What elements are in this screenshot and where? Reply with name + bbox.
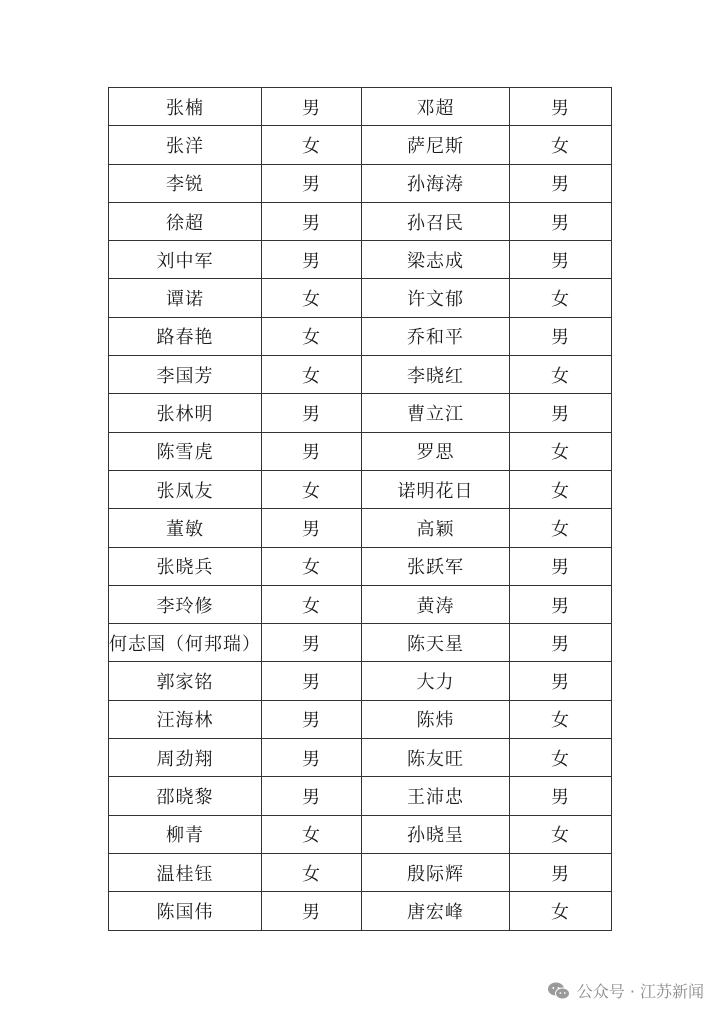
gender-cell: 女 [510, 509, 612, 547]
name-cell: 张林明 [109, 394, 262, 432]
table-row [109, 547, 612, 585]
name-cell: 曹立江 [362, 394, 510, 432]
gender-cell: 女 [510, 356, 612, 394]
table-row [109, 241, 612, 279]
gender-cell: 女 [262, 547, 362, 585]
name-cell: 董敏 [109, 509, 262, 547]
gender-cell: 女 [510, 815, 612, 853]
name-cell: 李玲修 [109, 585, 262, 623]
name-cell: 郭家铭 [109, 662, 262, 700]
name-cell: 温桂钰 [109, 853, 262, 891]
name-cell: 刘中军 [109, 241, 262, 279]
name-cell: 张晓兵 [109, 547, 262, 585]
name-cell: 谭诺 [109, 279, 262, 317]
gender-cell: 男 [262, 164, 362, 202]
name-cell: 大力 [362, 662, 510, 700]
gender-cell: 女 [262, 126, 362, 164]
wechat-icon [547, 981, 571, 1001]
gender-cell: 男 [262, 394, 362, 432]
gender-cell: 女 [262, 815, 362, 853]
gender-cell: 女 [510, 279, 612, 317]
name-cell: 徐超 [109, 202, 262, 240]
gender-cell: 女 [510, 432, 612, 470]
gender-cell: 男 [262, 700, 362, 738]
name-cell: 唐宏峰 [362, 892, 510, 930]
table-row [109, 585, 612, 623]
gender-cell: 男 [510, 547, 612, 585]
gender-cell: 男 [262, 88, 362, 126]
gender-cell: 男 [262, 739, 362, 777]
gender-cell: 男 [262, 202, 362, 240]
name-cell: 邓超 [362, 88, 510, 126]
gender-cell: 男 [510, 853, 612, 891]
gender-cell: 女 [262, 853, 362, 891]
gender-cell: 男 [510, 394, 612, 432]
table-row [109, 624, 612, 662]
table-row [109, 815, 612, 853]
gender-cell: 男 [262, 777, 362, 815]
name-cell: 孙海涛 [362, 164, 510, 202]
gender-cell: 男 [510, 585, 612, 623]
name-cell: 陈雪虎 [109, 432, 262, 470]
name-cell: 张楠 [109, 88, 262, 126]
table-row [109, 777, 612, 815]
gender-cell: 男 [510, 202, 612, 240]
name-cell: 邵晓黎 [109, 777, 262, 815]
name-cell: 张洋 [109, 126, 262, 164]
gender-cell: 女 [510, 470, 612, 508]
name-cell: 柳青 [109, 815, 262, 853]
gender-cell: 女 [262, 317, 362, 355]
watermark-text: 公众号 · 江苏新闻 [576, 982, 704, 1001]
name-cell: 高颖 [362, 509, 510, 547]
table-row [109, 202, 612, 240]
gender-cell: 男 [510, 777, 612, 815]
table-row [109, 432, 612, 470]
name-cell: 何志国（何邦瑞） [109, 624, 262, 662]
gender-cell: 男 [510, 624, 612, 662]
gender-cell: 男 [510, 662, 612, 700]
gender-cell: 男 [510, 164, 612, 202]
table-row [109, 509, 612, 547]
name-cell: 孙召民 [362, 202, 510, 240]
table-row [109, 470, 612, 508]
roster-table [108, 87, 612, 931]
name-cell: 黄涛 [362, 585, 510, 623]
gender-cell: 男 [262, 624, 362, 662]
name-cell: 殷际辉 [362, 853, 510, 891]
gender-cell: 女 [510, 700, 612, 738]
gender-cell: 男 [510, 88, 612, 126]
name-cell: 孙晓呈 [362, 815, 510, 853]
name-cell: 诺明花日 [362, 470, 510, 508]
name-cell: 李国芳 [109, 356, 262, 394]
table-row [109, 700, 612, 738]
name-cell: 乔和平 [362, 317, 510, 355]
name-cell: 李晓红 [362, 356, 510, 394]
name-cell: 萨尼斯 [362, 126, 510, 164]
gender-cell: 女 [262, 356, 362, 394]
table-row [109, 164, 612, 202]
gender-cell: 男 [510, 317, 612, 355]
name-cell: 许文郁 [362, 279, 510, 317]
roster-sheet [108, 87, 611, 931]
gender-cell: 男 [510, 241, 612, 279]
roster-table-body [109, 88, 612, 931]
name-cell: 罗思 [362, 432, 510, 470]
name-cell: 张凤友 [109, 470, 262, 508]
table-row [109, 317, 612, 355]
name-cell: 李锐 [109, 164, 262, 202]
name-cell: 张跃军 [362, 547, 510, 585]
table-row [109, 892, 612, 930]
gender-cell: 女 [262, 585, 362, 623]
name-cell: 陈天星 [362, 624, 510, 662]
table-row [109, 356, 612, 394]
table-row [109, 394, 612, 432]
table-row [109, 88, 612, 126]
gender-cell: 女 [262, 470, 362, 508]
name-cell: 王沛忠 [362, 777, 510, 815]
gender-cell: 男 [262, 662, 362, 700]
gender-cell: 男 [262, 241, 362, 279]
table-row [109, 739, 612, 777]
gender-cell: 女 [262, 279, 362, 317]
gender-cell: 男 [262, 432, 362, 470]
name-cell: 汪海林 [109, 700, 262, 738]
name-cell: 陈国伟 [109, 892, 262, 930]
table-row [109, 126, 612, 164]
name-cell: 周劲翔 [109, 739, 262, 777]
name-cell: 陈友旺 [362, 739, 510, 777]
gender-cell: 男 [262, 892, 362, 930]
watermark [547, 979, 704, 1002]
name-cell: 梁志成 [362, 241, 510, 279]
gender-cell: 男 [262, 509, 362, 547]
table-row [109, 853, 612, 891]
gender-cell: 女 [510, 892, 612, 930]
table-row [109, 279, 612, 317]
name-cell: 路春艳 [109, 317, 262, 355]
table-row [109, 662, 612, 700]
gender-cell: 女 [510, 126, 612, 164]
name-cell: 陈炜 [362, 700, 510, 738]
gender-cell: 女 [510, 739, 612, 777]
